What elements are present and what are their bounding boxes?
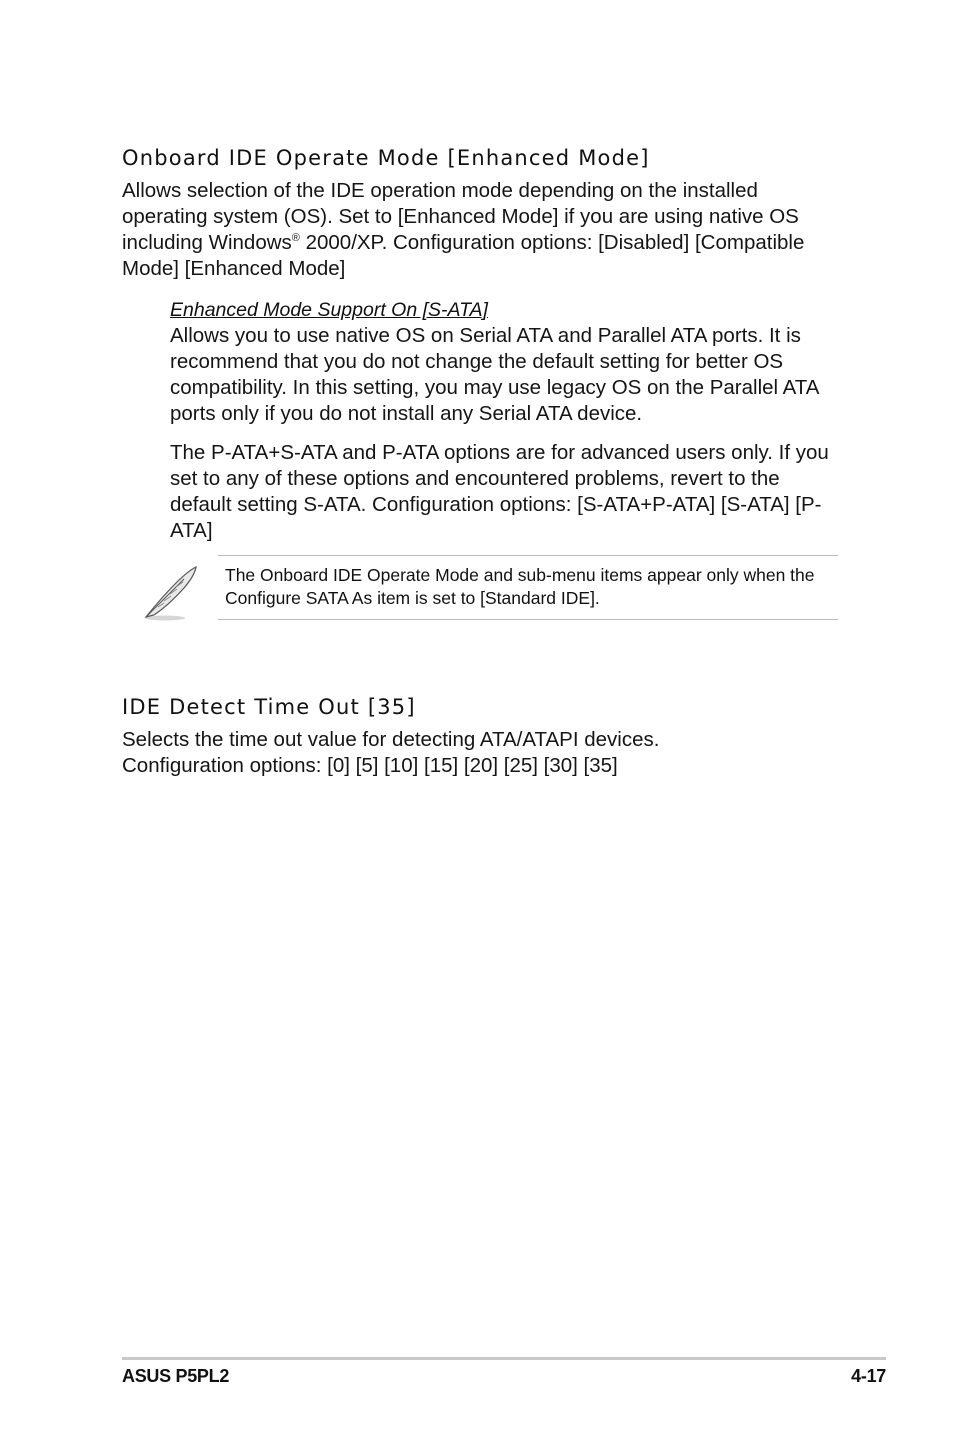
sub-item-advanced-note: The P-ATA+S-ATA and P-ATA options are for advanced users only. If you set to any of these options and encountered problems, revert to the default setting S-ATA. Configuration options: [S-ATA+P-ATA] [S-ATA] [P-ATA]	[170, 441, 829, 542]
registered-mark: ®	[291, 232, 300, 245]
onboard-ide-description-text-2: 2000/XP. Configuration options: [Disabled] [Compatible Mode] [Enhanced Mode]	[122, 231, 805, 280]
sub-item-description: Allows you to use native OS on Serial ATA and Parallel ATA ports. It is recommend that you do not change the default setting for better OS compatibility. In this setting, you may use legacy OS on the Parallel ATA ports only if you do not install any Serial ATA device.	[170, 324, 819, 425]
onboard-ide-description	[122, 178, 842, 282]
ide-detect-description: Selects the time out value for detecting ATA/ATAPI devices. Configuration options: [0] [5] [10] [15] [20] [25] [30] [35]	[122, 728, 660, 777]
footer-page-number: 4-17	[851, 1366, 886, 1386]
footer-product-name: ASUS P5PL2	[122, 1366, 230, 1386]
note-text: The Onboard IDE Operate Mode and sub-menu items appear only when the Configure SATA As item is set to [Standard IDE].	[225, 565, 815, 608]
section-heading-onboard-ide: Onboard IDE Operate Mode [Enhanced Mode]	[122, 146, 650, 170]
section-heading-ide-detect-time-out: IDE Detect Time Out [35]	[122, 695, 416, 719]
note-box	[218, 555, 838, 620]
onboard-ide-description-text: Allows selection of the IDE operation mode depending on the installed operating system (OS). Set to [Enhanced Mode] if you are using native OS including Windows	[122, 179, 799, 254]
footer-divider	[122, 1357, 886, 1360]
sub-item-title: Enhanced Mode Support On [S-ATA]	[170, 299, 488, 321]
feather-pen-icon	[140, 563, 200, 623]
